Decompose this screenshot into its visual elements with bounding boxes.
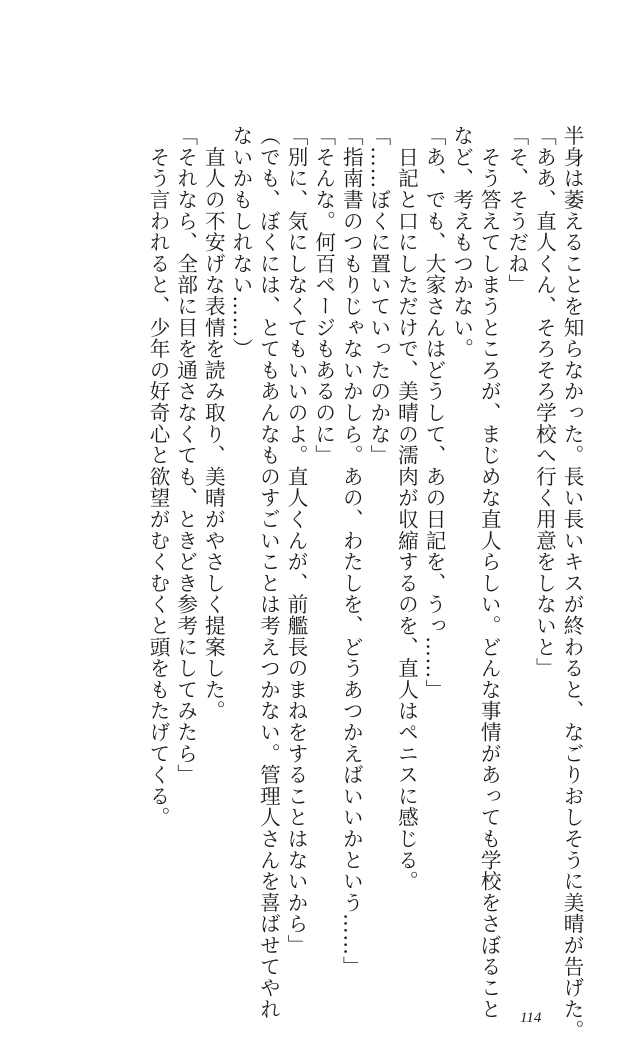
- text-line: 「……ぼくに置いていったのかな」: [366, 125, 391, 466]
- text-line: そう答えてしまうところが、まじめな直人らしい。どんな事情があっても学校をさぼること: [477, 125, 502, 1020]
- text-line: 半身は萎えることを知らなかった。長い長いキスが終わると、なごりおしそうに美晴が告げた。: [560, 125, 584, 1041]
- text-line: 「そ、そうだね」: [504, 125, 529, 296]
- page-number: 114: [520, 1010, 542, 1026]
- text-line: ないかもしれない……）: [228, 125, 253, 360]
- text-line: （でも、ぼくには、とてもあんなものすごいことは考えつかない。管理人さんを喜ばせてやれ: [256, 125, 281, 1020]
- text-line: 「あ、でも、大家さんはどうして、あの日記を、うっ……」: [422, 125, 447, 701]
- text-line: 「指南書のつもりじゃないかしら。あの、わたしを、どうあつかえばいいかという……」: [339, 125, 364, 977]
- text-line: 直人の不安げな表情を読み取り、美晴がやさしく提案した。: [201, 125, 226, 722]
- text-line: など、考えもつかない。: [449, 125, 474, 360]
- text-line: 日記と口にしただけで、美晴の濡肉が収縮するのを、直人はペニスに感じる。: [394, 125, 419, 892]
- text-line: 「別に、気にしなくてもいいのよ。直人くんが、前艦長のまねをすることはないから」: [284, 125, 309, 956]
- text-line: そう言われると、少年の好奇心と欲望がむくむくと頭をもたげてくる。: [146, 125, 171, 828]
- text-line: 「ああ、直人くん、そろそろ学校へ行く用意をしないと」: [532, 125, 557, 679]
- text-line: 「それなら、全部に目を通さなくても、ときどき参考にしてみたら」: [173, 125, 198, 786]
- text-line: 「そんな。何百ページもあるのに」: [311, 125, 336, 466]
